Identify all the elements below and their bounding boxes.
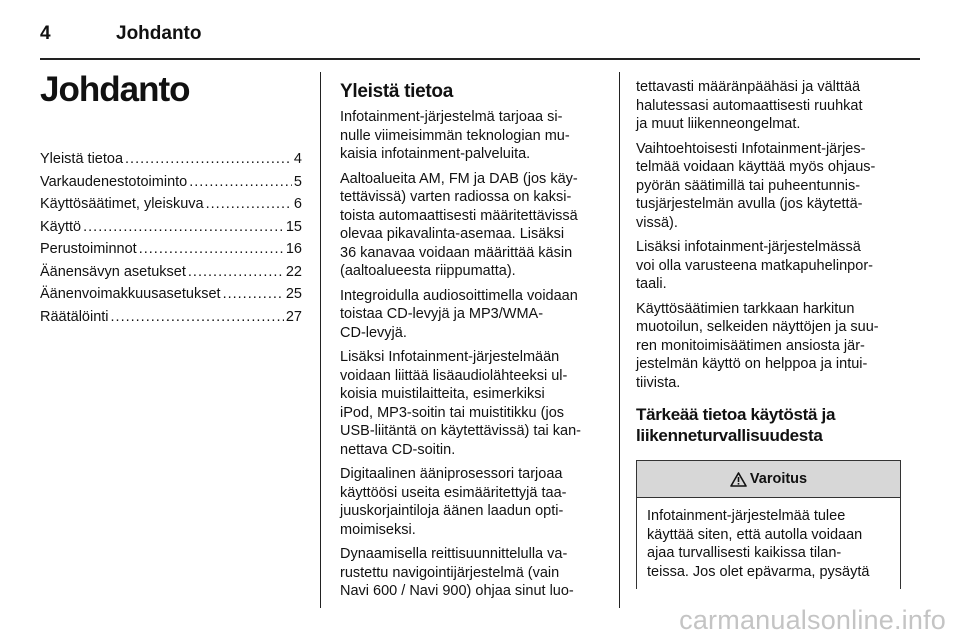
body-paragraph: Käyttösäätimien tarkkaan harkitun muotoilun, selkeiden näyttöjen ja suu- ren monitoimisäätimen ansiosta jär- jestelmän käyttö on helppoa ja intui- tiivista.: [636, 300, 879, 391]
toc-entry[interactable]: [40, 216, 302, 239]
toc-entry-label: Yleistä tietoa: [40, 151, 124, 167]
body-paragraph: Dynaamisella reittisuunnittelulla va- rustettu navigointijärjestelmä (vain Navi 600 / Navi 900) ohjaa sinut luo-: [340, 546, 574, 599]
toc-entry[interactable]: [40, 148, 302, 171]
watermark-text: carmanualsonline.info: [679, 605, 946, 635]
header-rule: [40, 58, 920, 60]
toc-entry-label: Perustoiminnot: [40, 241, 137, 257]
column-divider-right: [619, 72, 620, 608]
warning-header: [637, 461, 900, 498]
toc-entry[interactable]: [40, 306, 302, 329]
toc-entry-label: Räätälöinti: [40, 308, 109, 325]
toc-entry[interactable]: [40, 193, 302, 216]
toc-entry-page: 22: [285, 263, 302, 280]
subsection-title: Tärkeää tietoa käytöstä ja liikenneturvallisuudesta: [636, 405, 836, 445]
running-title: Johdanto: [116, 23, 202, 44]
body-paragraph: Digitaalinen ääniprosessori tarjoaa käyttöösi useita esimääritettyjä taa- juuskorjaintiloja äänen laadun opti- moimiseksi.: [340, 466, 567, 538]
toc-entry-page: 6: [293, 196, 302, 212]
toc-entry-page: 25: [285, 286, 302, 302]
column-divider-left: [320, 72, 321, 608]
toc-entry-label: Käyttö: [40, 218, 82, 235]
body-paragraph: tettavasti määränpäähäsi ja välttää halutessasi automaattisesti ruuhkat ja muut liikenneongelmat.: [636, 79, 863, 132]
body-paragraph: Integroidulla audiosoittimella voidaan toistaa CD-levyjä ja MP3/WMA- CD-levyjä.: [340, 287, 578, 341]
toc-entry-label: Äänenvoimakkuusasetukset: [40, 286, 221, 302]
toc-entry-label: Varkaudenestotoiminto: [40, 173, 188, 190]
chapter-title: Johdanto: [40, 70, 190, 109]
body-paragraph: Lisäksi infotainment-järjestelmässä voi olla varusteena matkapuhelinpor- taali.: [636, 239, 873, 292]
middle-column: [340, 80, 605, 607]
body-paragraph: Lisäksi Infotainment-järjestelmään voidaan liittää lisäaudiolähteeksi ul- koisia muistilaitteita, esimerkiksi iPod, MP3-soitin tai muistitikku (jos USB-liitäntä on käytettävissä) tai kan- nettava CD-soitin.: [340, 349, 581, 458]
warning-text: Infotainment-järjestelmää tulee käyttää siten, että autolla voidaan ajaa turvallisesti kaikissa tilan- teissa. Jos olet epävarma, pysäytä: [647, 508, 870, 580]
body-paragraph: Vaihtoehtoisesti Infotainment-järjes- telmää voidaan käyttää myös ohjaus- pyörän säätimillä tai puheentunnis- tusjärjestelmän avulla (jos käytettä- vissä).: [636, 140, 876, 231]
toc-entry-page: 4: [293, 151, 302, 167]
toc-entry-page: 27: [285, 308, 302, 325]
page-number: 4: [40, 23, 51, 44]
toc-entry[interactable]: [40, 261, 302, 284]
toc-entry[interactable]: [40, 171, 302, 194]
warning-box: [636, 460, 901, 589]
page-header: [40, 18, 202, 50]
toc-entry-page: 5: [293, 173, 302, 190]
section-title: Yleistä tietoa: [340, 81, 454, 102]
toc-entry-label: Käyttösäätimet, yleiskuva: [40, 196, 204, 212]
toc-entry-page: 15: [285, 218, 302, 235]
right-column: [636, 78, 902, 589]
table-of-contents: [40, 148, 302, 328]
toc-entry-label: Äänensävyn asetukset: [40, 263, 186, 280]
toc-entry[interactable]: [40, 283, 302, 306]
toc-entry-page: 16: [285, 241, 302, 257]
body-paragraph: Aaltoalueita AM, FM ja DAB (jos käy- tettävissä) varten radiossa on kaksi- toista automaattisesti määritettävissä olevaa pikavalinta-asemaa. Lisäksi 36 kanavaa voidaan määrittää käsin (aaltoalueesta riippumatta).: [340, 170, 578, 279]
warning-heading: Varoitus: [749, 470, 808, 487]
body-paragraph: Infotainment-järjestelmä tarjoaa si- nulle viimeisimmän teknologian mu- kaisia infotainment-palveluita.: [340, 109, 570, 162]
warning-triangle-icon: [730, 472, 747, 487]
toc-entry[interactable]: [40, 238, 302, 261]
